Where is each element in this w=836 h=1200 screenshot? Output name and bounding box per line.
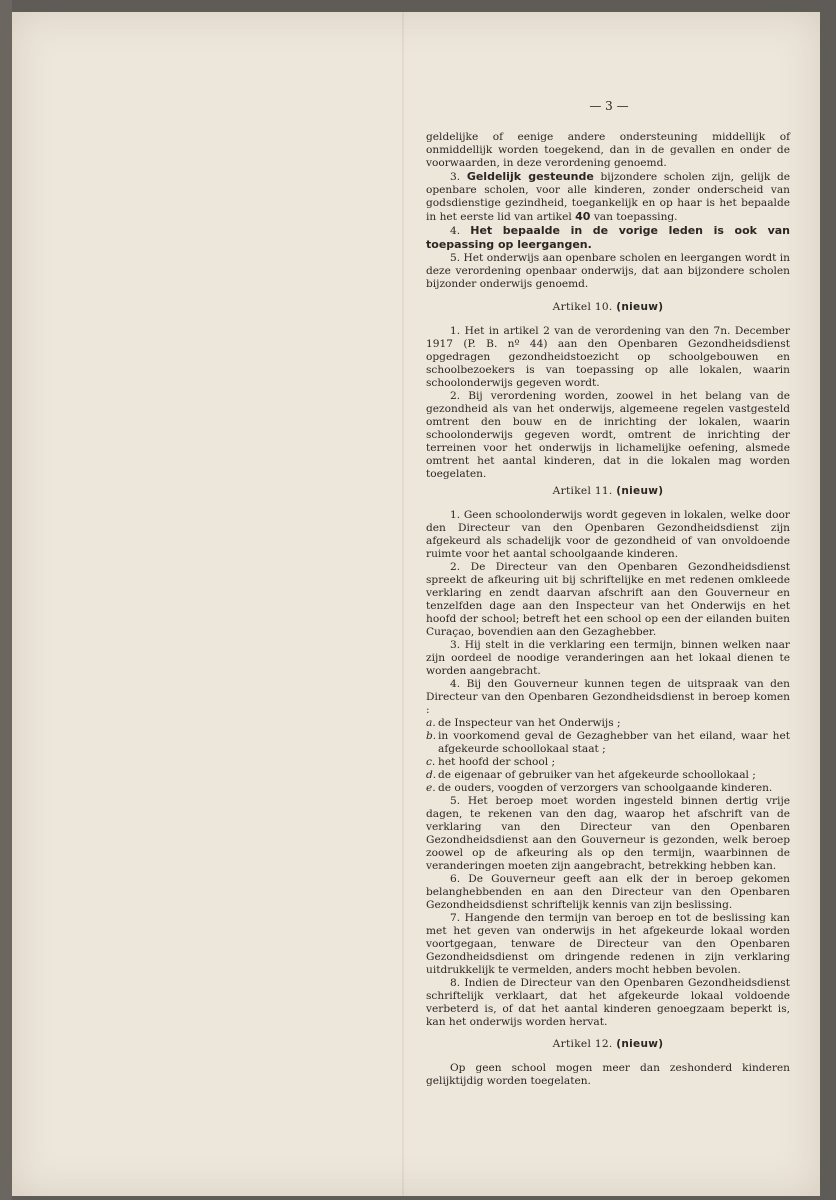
list-item-letter: d.: [426, 769, 437, 781]
article-11-body: [426, 509, 790, 717]
article-paragraph: 5. Het beroep moet worden ingesteld binnen dertig vrije dagen, te rekenen van den dag, waarop het afschrift van de verklaring van den Directeur van den Openbaren Gezondheidsdienst aan den Gouverneur is gezonden, welk beroep zoowel op de afkeuring als op den termijn, waarbinnen de veranderingen moeten zijn aangebracht, betrekking hebben kan.: [426, 795, 790, 872]
text-column: [426, 100, 790, 1088]
list-item-letter: e.: [426, 782, 436, 794]
paragraph-4-number: 4.: [450, 225, 461, 237]
article-paragraph: Op geen school mogen meer dan zeshonderd kinderen gelijktijdig worden toegelaten.: [426, 1062, 790, 1087]
paragraph-3-article-number: 40: [575, 210, 591, 223]
list-item: [426, 782, 790, 795]
article-paragraph: 4. Bij den Gouverneur kunnen tegen de uitspraak van den Directeur van den Openbaren Gezondheidsdienst in beroep komen :: [426, 678, 790, 716]
article-paragraph: 3. Hij stelt in die verklaring een termijn, binnen welken naar zijn oordeel de noodige veranderingen aan het lokaal dienen te worden aangebracht.: [426, 639, 790, 677]
article-paragraph: 2. Bij verordening worden, zoowel in het belang van de gezondheid als van het onderwijs, algemeene regelen vastgesteld omtrent den bouw en de inrichting der lokalen, waarin schoolonderwijs gegeven wordt, omtrent de inrichting der terreinen voor het onderwijs in lichamelijke oefening, alsmede omtrent het aantal kinderen, dat in die lokalen mag worden toegelaten.: [426, 390, 790, 480]
list-item-letter: b.: [426, 730, 437, 742]
paragraph-3-end: van toepassing.: [593, 211, 678, 223]
article-11-body-continued: [426, 795, 790, 1029]
article-paragraph: 7. Hangende den termijn van beroep en tot de beslissing kan met het geven van onderwijs in het afgekeurde lokaal worden voortgegaan, tenware de Directeur van den Openbaren Gezondheidsdienst om dringende redenen in zijn verklaring uitdrukkelijk te vermelden, anders mocht hebben bevolen.: [426, 912, 790, 976]
article-10-heading: [426, 301, 790, 314]
article-11-tag: (nieuw): [616, 485, 664, 497]
intro-paragraph: geldelijke of eenige andere ondersteuning middellijk of onmiddellijk worden toegekend, dan in de gevallen en onder de voorwaarden, in deze verordening genoemd.: [426, 131, 790, 169]
paragraph-5: 5. Het onderwijs aan openbare scholen en leergangen wordt in deze verordening openbaar onderwijs, dat aan bijzondere scholen bijzonder onderwijs genoemd.: [426, 252, 790, 290]
paragraph-4-bold: Het bepaalde in de vorige leden is ook van toepassing op leergangen.: [426, 224, 790, 251]
article-11-title: Artikel 11.: [552, 485, 613, 497]
paragraph-3: [426, 170, 790, 224]
article-paragraph: 2. De Directeur van den Openbaren Gezondheidsdienst spreekt de afkeuring uit bij schriftelijke en met redenen omkleede verklaring en zendt daarvan afschrift aan den Gouverneur en tenzelfden dage aan den Inspecteur van het Onderwijs en het hoofd der school; betreft het een school op een der eilanden buiten Curaçao, bovendien aan den Gezaghebber.: [426, 561, 790, 638]
paragraph-3-text: bijzondere scholen zijn, gelijk de openbare scholen, voor alle kinderen, zonder onderscheid van godsdienstige gezindheid, toegankelijk en op haar is het bepaalde in het eerste lid van artikel: [426, 171, 790, 223]
list-item-letter: a.: [426, 717, 436, 729]
article-10-body: [426, 325, 790, 481]
list-item-text: de ouders, voogden of verzorgers van schoolgaande kinderen.: [438, 782, 773, 794]
list-item: [426, 756, 790, 769]
list-item-text: de Inspecteur van het Onderwijs ;: [438, 717, 621, 729]
paragraph-3-number: 3.: [450, 171, 461, 183]
list-item-text: de eigenaar of gebruiker van het afgekeurde schoollokaal ;: [438, 769, 756, 781]
article-10-tag: (nieuw): [616, 301, 664, 313]
list-item-text: het hoofd der school ;: [438, 756, 556, 768]
page-crease: [402, 12, 404, 1196]
list-item: [426, 717, 790, 730]
article-12-body: [426, 1062, 790, 1088]
article-12-tag: (nieuw): [616, 1038, 664, 1050]
paragraph-3-bold: Geldelijk gesteunde: [466, 170, 594, 183]
article-12-heading: [426, 1038, 790, 1051]
article-paragraph: 6. De Gouverneur geeft aan elk der in beroep gekomen belanghebbenden en aan den Directeur van den Openbaren Gezondheidsdienst schriftelijk kennis van zijn beslissing.: [426, 873, 790, 911]
article-11-heading: [426, 485, 790, 498]
binding-edge: [0, 0, 12, 1200]
article-paragraph: 1. Geen schoolonderwijs wordt gegeven in lokalen, welke door den Directeur van den Openbaren Gezondheidsdienst zijn afgekeurd als schadelijk voor de gezondheid of van onvoldoende ruimte voor het aantal schoolgaande kinderen.: [426, 509, 790, 560]
list-item: [426, 769, 790, 782]
article-12-title: Artikel 12.: [552, 1038, 613, 1050]
list-item-letter: c.: [426, 756, 436, 768]
page-number: — 3 —: [589, 99, 629, 113]
article-11-list: [426, 717, 790, 795]
article-paragraph: 1. Het in artikel 2 van de verordening van den 7n. December 1917 (P. B. nº 44) aan den Openbaren Gezondheidsdienst opgedragen gezondheidstoezicht op schoolgebouwen en schoolbezoekers is van toepassing op alle lokalen, waarin schoolonderwijs gegeven wordt.: [426, 325, 790, 389]
list-item-text: in voorkomend geval de Gezaghebber van het eiland, waar het afgekeurde schoollokaal staat ;: [438, 730, 790, 755]
paragraph-4: [426, 224, 790, 252]
article-paragraph: 8. Indien de Directeur van den Openbaren Gezondheidsdienst schriftelijk verklaart, dat het afgekeurde lokaal voldoende verbeterd is, of dat het aantal kinderen genoegzaam beperkt is, kan het onderwijs worden hervat.: [426, 977, 790, 1028]
article-10-title: Artikel 10.: [552, 301, 613, 313]
list-item: [426, 730, 790, 756]
